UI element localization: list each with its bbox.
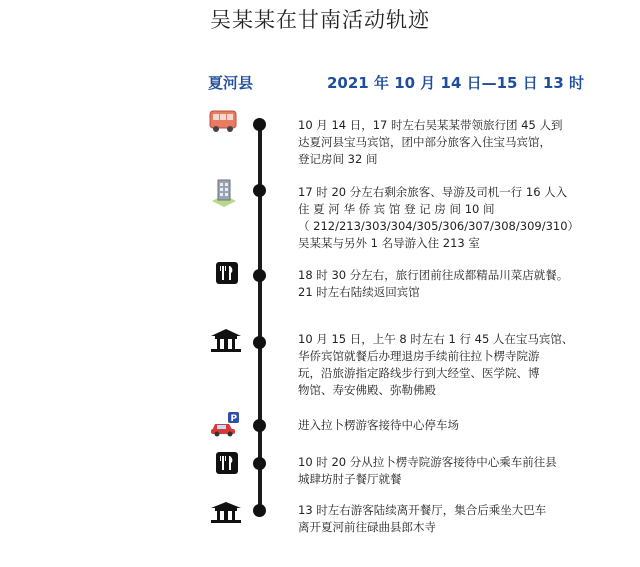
entry-line: 住 夏 河 华 侨 宾 馆 登 记 房 间 10 间 [298,202,495,216]
location-label: 夏河县 [208,74,254,92]
timeline-entry [298,117,614,168]
timeline-dot [253,457,266,470]
entry-line: 10 月 14 日，17 时左右吴某某带领旅行团 45 人到 [298,118,563,132]
entry-line: 18 时 30 分左右，旅行团前往成都精品川菜店就餐。 [298,268,569,282]
parking-car-icon [209,411,243,437]
temple-icon [209,500,243,524]
temple-icon [209,327,243,353]
entry-line: 玩，沿旅游指定路线步行到大经堂、医学院、博 [298,366,540,380]
timeline-dot [253,118,266,131]
fork-knife-icon [216,452,238,474]
entry-line: 10 月 15 日，上午 8 时左右 1 行 45 人在宝马宾馆、 [298,332,574,346]
entry-line: 华侨宾馆就餐后办理退房手续前往拉卜楞寺院游 [298,349,540,363]
entry-line: 城肆坊肘子餐厅就餐 [298,472,402,486]
entry-line: 登记房间 32 间 [298,152,378,166]
timeline-entry [298,502,614,536]
entry-line: 物馆、寿安佛殿、弥勒佛殿 [298,383,436,397]
entry-line: 10 时 20 分从拉卜楞寺院游客接待中心乘车前往县 [298,455,557,469]
timeline-entry [298,331,614,399]
entry-line: 离开夏河前往碌曲县郎木寺 [298,520,436,534]
hotel-building-icon [210,177,238,209]
timeline-dot [253,184,266,197]
fork-knife-icon [216,262,238,284]
timeline-dot [253,336,266,349]
entry-line: 吴某某与另外 1 名导游入住 213 室 [298,236,480,250]
entry-line: 进入拉卜楞游客接待中心停车场 [298,418,459,432]
entry-line: 13 时左右游客陆续离开餐厅，集合后乘坐大巴车 [298,503,547,517]
entry-line: 17 时 20 分左右剩余旅客、导游及司机一行 16 人入 [298,185,568,199]
timeline-dot [253,419,266,432]
timeline-line [258,124,262,510]
timeline-dot [253,269,266,282]
timeline-entry [298,454,614,488]
svg-text:P: P [230,414,238,424]
entry-line: 达夏河县宝马宾馆，团中部分旅客入住宝马宾馆， [298,135,551,149]
page-title: 吴某某在甘南活动轨迹 [210,8,430,32]
bus-icon [208,108,238,134]
timeline-entry [298,184,614,252]
timeline-entry [298,417,614,434]
date-range-label: 2021 年 10 月 14 日—15 日 13 时 [327,74,585,92]
entry-line: （ 212/213/303/304/305/306/307/308/309/310） [298,219,580,233]
timeline-entry [298,267,614,301]
entry-line: 21 时左右陆续返回宾馆 [298,285,420,299]
timeline-dot [253,504,266,517]
